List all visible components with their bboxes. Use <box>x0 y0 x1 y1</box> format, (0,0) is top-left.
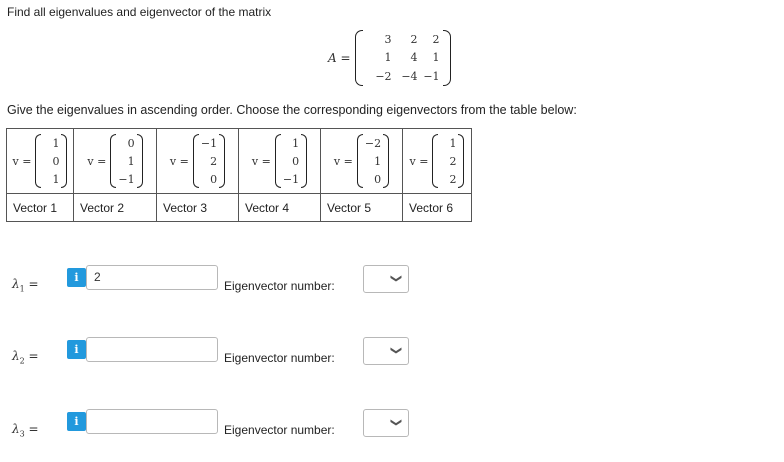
matrix-entry: −2 <box>375 70 392 84</box>
vector-cell <box>7 129 74 194</box>
vector-values <box>281 134 301 188</box>
vector-cell <box>403 129 472 194</box>
vector-label: Vector 2 <box>74 194 157 222</box>
info-icon[interactable]: i <box>67 340 86 359</box>
lambda-1-label: $\lambda_1$ = <box>12 277 39 294</box>
matrix-entries <box>363 30 443 86</box>
vector-cell <box>74 129 157 194</box>
matrix-a <box>328 28 451 88</box>
vector-entry: 2 <box>449 172 457 186</box>
vector-prefix: v = <box>87 154 107 168</box>
question-prompt: Find all eigenvalues and eigenvector of the matrix <box>7 5 272 19</box>
info-icon[interactable]: i <box>67 412 86 431</box>
eigenvalue-3-input[interactable] <box>86 409 218 434</box>
vector-label-row <box>7 194 472 222</box>
lambda-2-label: $\lambda_2$ = <box>12 349 39 366</box>
right-bracket <box>137 134 143 188</box>
info-icon[interactable]: i <box>67 268 86 287</box>
vector-label: Vector 5 <box>321 194 403 222</box>
matrix-entry: 1 <box>432 51 440 65</box>
right-bracket <box>443 30 451 86</box>
chevron-down-icon: ❯ <box>389 345 402 356</box>
vector-prefix: v = <box>251 154 271 168</box>
vector-entry: 1 <box>374 154 382 168</box>
eigenvector-1-select[interactable] <box>363 265 409 293</box>
right-bracket <box>301 134 307 188</box>
eigenvector-2-select[interactable] <box>363 337 409 365</box>
vector-entry: 0 <box>210 172 218 186</box>
vector-prefix: v = <box>333 154 353 168</box>
lambda-3-label: $\lambda_3$ = <box>12 422 39 439</box>
vector-entry: 1 <box>52 136 60 150</box>
matrix-entry: 3 <box>384 32 392 46</box>
vector-values <box>363 134 383 188</box>
vector-values <box>41 134 61 188</box>
right-bracket <box>383 134 389 188</box>
vector-entry: 1 <box>292 136 300 150</box>
vector-cell <box>157 129 239 194</box>
vector-cell <box>321 129 403 194</box>
vector-row <box>7 129 472 194</box>
matrix-entry: 2 <box>410 32 418 46</box>
eigenvector-3-select[interactable] <box>363 409 409 437</box>
chevron-down-icon: ❯ <box>389 273 402 284</box>
vector-entry: −1 <box>282 172 300 186</box>
right-bracket <box>458 134 464 188</box>
eigenvector-number-label: Eigenvector number: <box>224 351 335 365</box>
vector-values <box>438 134 458 188</box>
matrix-entry: −4 <box>401 70 418 84</box>
vector-entry: 0 <box>52 154 60 168</box>
chevron-down-icon: ❯ <box>389 417 402 428</box>
vector-entry: 0 <box>127 136 135 150</box>
right-bracket <box>61 134 67 188</box>
vector-entry: −2 <box>364 136 382 150</box>
vector-entry: 0 <box>292 154 300 168</box>
vector-values <box>199 134 219 188</box>
vector-values <box>116 134 136 188</box>
instructions: Give the eigenvalues in ascending order. Choose the corresponding eigenvectors from the table below: <box>7 103 577 117</box>
vector-prefix: v = <box>12 154 32 168</box>
eigenvalue-1-input[interactable]: 2 <box>86 265 218 290</box>
matrix-entry: 2 <box>432 32 440 46</box>
vector-label: Vector 4 <box>239 194 321 222</box>
vector-entry: 2 <box>449 154 457 168</box>
matrix-entry: 1 <box>384 51 392 65</box>
vector-entry: 1 <box>127 154 135 168</box>
vector-entry: 1 <box>449 136 457 150</box>
eigenvalue-2-input[interactable] <box>86 337 218 362</box>
vector-entry: −1 <box>200 136 218 150</box>
eigenvector-number-label: Eigenvector number: <box>224 423 335 437</box>
vector-prefix: v = <box>169 154 189 168</box>
vector-label: Vector 3 <box>157 194 239 222</box>
vector-prefix: v = <box>409 154 429 168</box>
vector-cell <box>239 129 321 194</box>
vector-entry: −1 <box>118 172 135 186</box>
vector-label: Vector 6 <box>403 194 472 222</box>
vector-entry: 0 <box>374 172 382 186</box>
left-bracket <box>355 30 363 86</box>
vector-table <box>6 128 472 222</box>
right-bracket <box>219 134 225 188</box>
matrix-label: A = <box>328 51 351 65</box>
matrix-entry: 4 <box>410 51 418 65</box>
vector-entry: 2 <box>210 154 218 168</box>
eigenvector-number-label: Eigenvector number: <box>224 279 335 293</box>
matrix-entry: −1 <box>423 70 440 84</box>
vector-entry: 1 <box>52 172 60 186</box>
vector-label: Vector 1 <box>7 194 74 222</box>
